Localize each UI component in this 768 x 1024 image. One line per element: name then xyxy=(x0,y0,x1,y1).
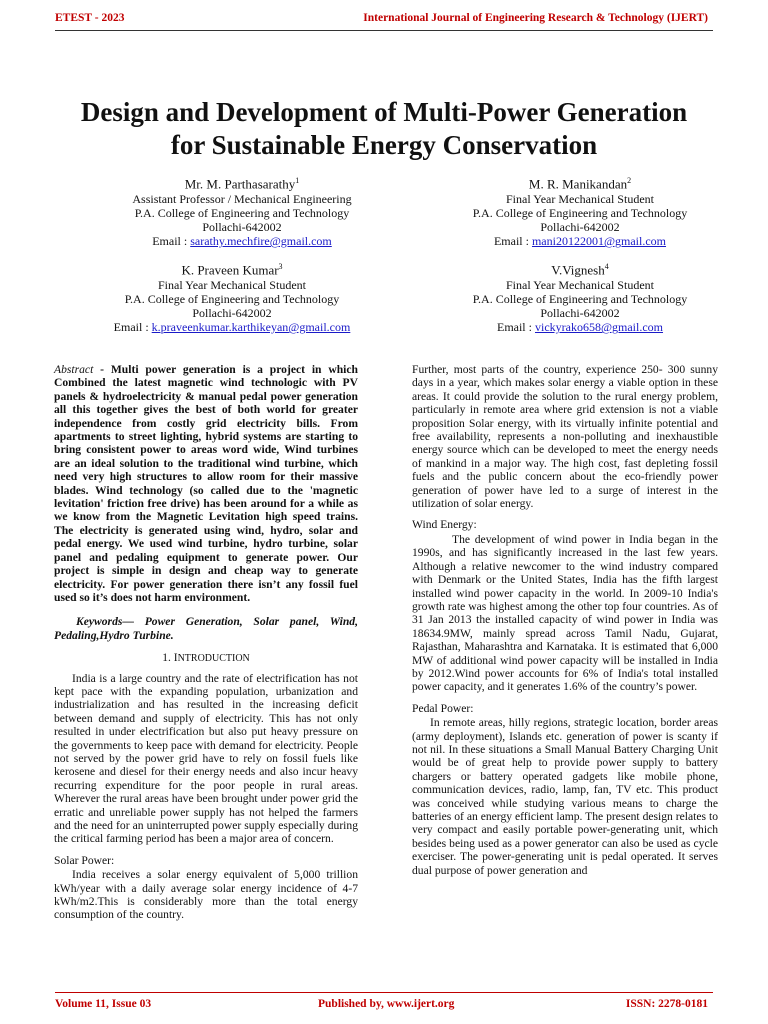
subheading-wind-energy: Wind Energy: xyxy=(412,518,477,532)
author-college: P.A. College of Engineering and Technology xyxy=(134,205,350,220)
author-email-link[interactable]: mani20122001@gmail.com xyxy=(531,234,667,249)
keywords-label: Keywords— xyxy=(76,615,134,629)
author-name: M. R. Manikandan$^2$ xyxy=(528,176,632,192)
author-role: Final Year Mechanical Student xyxy=(506,191,654,206)
author-role: Final Year Mechanical Student xyxy=(506,277,654,292)
running-header-journal: International Journal of Engineering Research & Technology (IJERT) xyxy=(363,12,708,24)
author-email-line: Email : vickyrako658@gmail.com xyxy=(496,320,664,335)
author-block-3 xyxy=(62,260,402,334)
author-block-4 xyxy=(420,260,740,334)
author-name: V.Vignesh$^4$ xyxy=(551,262,609,278)
author-email-line: Email : mani20122001@gmail.com xyxy=(493,234,667,249)
paper-title-line-2: for Sustainable Energy Conservation xyxy=(170,130,598,160)
author-name: K. Praveen Kumar$^3$ xyxy=(181,262,283,278)
solar-paragraph: India receives a solar energy equivalent of 5,000 trillion kWh/year with a daily average solar energy incidence of 4-7 kWh/m2.This is considerably more than the total energy consumption of the country. xyxy=(54,868,358,922)
solar-paragraph-continued: Further, most parts of the country, experience 250- 300 sunny days in a year, which makes solar energy a viable option in these areas. It could provide the solution to the rural energy problem, particularly in remote area where grid extension is not a viable proposition Solar energy, with its virtually infinite potential and free availability, represents a non-polluting and inexhaustible energy source which can be developed to meet the energy needs of mankind in a major way. The high cost, fast depleting fossil fuels and the public concern about the eco-friendly power generation of power have led to a surge of interest in the utilization of solar energy. xyxy=(412,363,718,511)
author-city: Pollachi-642002 xyxy=(192,305,272,320)
right-column xyxy=(412,363,718,877)
subheading-solar-power: Solar Power: xyxy=(54,853,115,867)
running-header-conference: ETEST - 2023 xyxy=(55,12,125,24)
author-city: Pollachi-642002 xyxy=(540,219,620,234)
section-heading-introduction: 1. INTRODUCTION xyxy=(162,652,250,665)
author-block-1 xyxy=(82,174,402,248)
paper-title xyxy=(40,96,728,162)
left-column xyxy=(54,363,358,922)
abstract xyxy=(54,363,358,604)
header-divider xyxy=(55,30,713,31)
author-email-line: Email : sarathy.mechfire@gmail.com xyxy=(152,234,332,249)
author-email-line: Email : k.praveenkumar.karthikeyan@gmail.com xyxy=(113,320,351,335)
author-city: Pollachi-642002 xyxy=(540,305,620,320)
author-college: P.A. College of Engineering and Technology xyxy=(472,205,688,220)
author-block-2 xyxy=(420,174,740,248)
subheading-pedal-power: Pedal Power: xyxy=(412,701,474,715)
author-role: Final Year Mechanical Student xyxy=(158,277,306,292)
footer-volume: Volume 11, Issue 03 xyxy=(55,998,152,1010)
author-name: Mr. M. Parthasarathy$^1$ xyxy=(184,176,300,192)
footer-issn: ISSN: 2278-0181 xyxy=(625,998,708,1010)
pedal-paragraph: In remote areas, hilly regions, strategic location, border areas (army deployment), Islands etc. generation of power is scanty if not nil. In these situations a Small Manual Battery Charging Unit would be of great help to provide power supply to battery chargers or battery operated gadgets like mobile phone, communication devices, radio, lamp, fan, TV etc. This product was conceived while studying various means to charge the batteries of an energy efficient lamp. The present design relates to very compact and easily portable power-generating unit, which besides being used as a power generator can also be used as cycle exerciser. The power-generating unit is pedal operated. It serves dual purpose of power generation and xyxy=(412,716,718,877)
author-email-link[interactable]: vickyrako658@gmail.com xyxy=(534,320,664,335)
paper-title-line-1: Design and Development of Multi-Power Generation xyxy=(80,97,688,127)
abstract-label: Abstract xyxy=(54,363,94,376)
keywords xyxy=(54,615,358,642)
author-college: P.A. College of Engineering and Technology xyxy=(124,291,340,306)
author-college: P.A. College of Engineering and Technology xyxy=(472,291,688,306)
author-email-link[interactable]: k.praveenkumar.karthikeyan@gmail.com xyxy=(151,320,351,335)
keywords-text: Power Generation, Solar panel, Wind, Pedaling,Hydro Turbine. xyxy=(54,615,358,642)
wind-paragraph: The development of wind power in India began in the 1990s, and has significantly increased in the last few years. Although a relative newcomer to the wind industry compared with Denmark or the United States, India has the fifth largest installed wind power capacity in the world. In 2009-10 India's growth rate was highest among the other top four countries. As of 31 Jan 2013 the installed capacity of wind power in India was 18634.9MW, mainly spread across Tamil Nadu, Gujarat, Rajasthan, Maharashtra and Karnataka. It is estimated that 6,000 MW of additional wind power capacity will be installed in India by 2012.Wind power accounts for 6% of India's total installed power capacity, and it generates 1.6% of the country’s power. xyxy=(412,532,718,694)
introduction-paragraph: India is a large country and the rate of electrification has not kept pace with the expanding population, urbanization and industrialization and has resulted in the increasing deficit between demand and supply of electricity. This has not only resulted in under electrification but also put heavy pressure on the governments to keep pace with demand for electricity. People not served by the power grid have to rely on fossil fuels like kerosene and diesel for their energy needs and also incur heavy recurring expenditure for the poor people in rural areas. Wherever the rural areas have been brought under power grid the erratic and unreliable power supply has not helped the farmers and the need for an uninterrupted power supply especially during the critical farming period has been a major area of concern. xyxy=(54,671,358,846)
author-role: Assistant Professor / Mechanical Engineering xyxy=(132,191,352,206)
footer-divider xyxy=(55,992,713,993)
abstract-text: - Multi power generation is a project in which Combined the latest magnetic wind technologic with PV panels & hydroelectricity & manual pedal power generation all this together gives the best of both world for greater independence from costly grid electricity bills. From apartments to street lighting, hybrid systems are starting to bring consistent power to areas word wide, Wind turbines are an ideal solution to the traditional wind turbine, which need very high structures to allow room for their massive blades. Wind technology (so called due to the 'magnetic levitation' friction free drive) has been around for a while as we know from the Magnetic Levitation high speed trains. The electricity is generated using wind, hydro, solar and pedal energy. We used wind turbine, hydro turbine, solar panel and pedaling equipment to generate power. Our project is simple in design and cheap way to generate electricity. For power generation there isn’t any fossil fuel used so it’s does not harm environment. xyxy=(54,363,358,604)
footer-publisher[interactable]: Published by, www.ijert.org xyxy=(318,998,455,1010)
author-email-link[interactable]: sarathy.mechfire@gmail.com xyxy=(190,234,332,249)
author-city: Pollachi-642002 xyxy=(202,219,282,234)
